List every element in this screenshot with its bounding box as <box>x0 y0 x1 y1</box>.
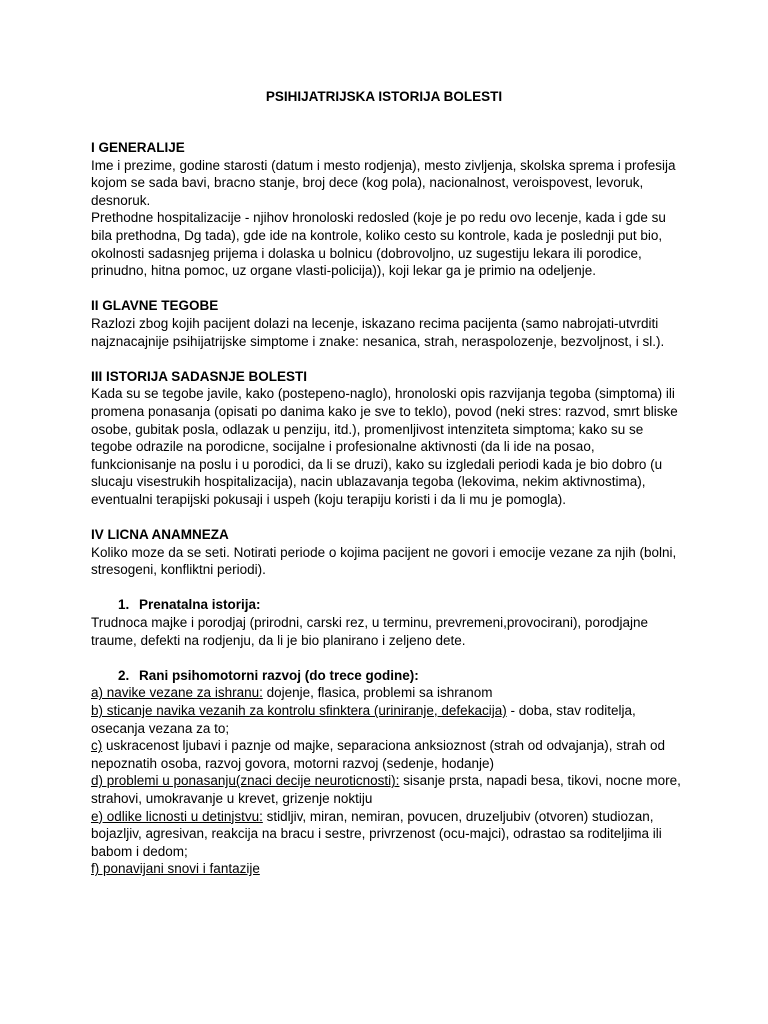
subsection-prenatalna-istorija <box>91 596 681 649</box>
section-licna-anamneza <box>91 526 681 579</box>
section-heading: II GLAVNE TEGOBE <box>91 298 219 314</box>
list-number: 1. <box>118 597 130 613</box>
item-label: b) sticanje navika vezanih za kontrolu sfinktera (uriniranje, defekacija) <box>91 703 507 718</box>
subsection-rani-psihomotorni-razvoj <box>91 667 681 878</box>
item-text: - doba, stav roditelja, osecanja vezana za to; <box>91 703 636 736</box>
subsection-heading <box>91 667 681 685</box>
subsection-heading-text: Prenatalna istorija: <box>139 597 261 613</box>
list-item-c <box>91 737 681 772</box>
item-text: dojenje, flasica, problemi sa ishranom <box>262 685 493 701</box>
item-label: a) navike vezane za ishranu: <box>91 685 263 701</box>
list-item-d <box>91 772 681 807</box>
item-text: stidljiv, miran, nemiran, povucen, druzeljubiv (otvoren) studiozan, bojazljiv, agresivan, reakcija na bracu i sestre, privrzenost (ocu-majci), odrastao sa roditeljima ili babom i dedom; <box>91 808 662 859</box>
list-item-b <box>91 702 681 737</box>
section-generalije <box>91 139 681 280</box>
subsection-heading <box>91 596 681 614</box>
section-heading: IV LICNA ANAMNEZA <box>91 527 229 543</box>
paragraph: Razlozi zbog kojih pacijent dolazi na lecenje, iskazano recima pacijenta (samo nabrojati-utvrditi najznacajnije psihijatrijske simptome i znake: nesanica, strah, neraspolozenje, bezvoljnost, i sl.). <box>91 315 665 349</box>
section-istorija-sadasnje-bolesti <box>91 368 681 509</box>
item-text: sisanje prsta, napadi besa, tikovi, nocne more, strahovi, umokravanje u krevet, grizenje noktiju <box>91 773 681 806</box>
section-heading: I GENERALIJE <box>91 140 185 155</box>
subsection-heading-text: Rani psihomotorni razvoj (do trece godine): <box>139 667 419 683</box>
item-label: f) ponavijani snovi i fantazije <box>91 861 260 877</box>
paragraph: Prethodne hospitalizacije - njihov hronoloski redosled (koje je po redu ovo lecenje, kada i gde su bila prethodna, Dg tada), gde ide na kontrole, koliko cesto su kontrole, kada je poslednji put bio, okolnosti sadasnjeg prijema i dolaska u bolnicu (dobrovoljno, uz sugestiju lekara ili porodice, prinudno, hitna pomoc, uz organe vlasti-policija)), koji lekar ga je primio na odeljenje. <box>91 210 666 279</box>
document-body <box>91 139 681 878</box>
item-label: c) <box>91 738 103 754</box>
paragraph: Koliko moze da se seti. Notirati periode o kojima pacijent ne govori i emocije vezane za njih (bolni, stresogeni, konfliktni periodi). <box>91 544 677 578</box>
list-item-a <box>91 684 681 702</box>
paragraph: Ime i prezime, godine starosti (datum i mesto rodjenja), mesto zivljenja, skolska sprema i profesija kojom se sada bavi, bracno stanje, broj dece (kog pola), nacionalnost, veroispovest, levoruk, desnoruk. <box>91 157 676 208</box>
section-heading: III ISTORIJA SADASNJE BOLESTI <box>91 368 308 384</box>
list-item-f <box>91 860 681 878</box>
list-item-e <box>91 808 681 861</box>
item-text: uskracenost ljubavi i paznje od majke, separaciona anksioznost (strah od odvajanja), strah od nepoznatih osoba, razvoj govora, motorni razvoj (sedenje, hodanje) <box>91 738 666 771</box>
document-title: PSIHIJATRIJSKA ISTORIJA BOLESTI <box>265 89 503 104</box>
item-label: e) odlike licnosti u detinjstvu: <box>91 808 263 824</box>
paragraph: Trudnoca majke i porodjaj (prirodni, carski rez, u terminu, prevremeni,provocirani), porodjajne traume, defekti na rodjenju, da li je bio planirano i zeljeno dete. <box>91 615 648 648</box>
item-label: d) problemi u ponasanju(znaci decije neuroticnosti): <box>91 773 400 789</box>
section-glavne-tegobe <box>91 297 681 350</box>
paragraph: Kada su se tegobe javile, kako (postepeno-naglo), hronoloski opis razvijanja tegoba (simptoma) ili promena ponasanja (opisati po danima kako je sve to teklo), povod (neki stres: razvod, smrt bliske osobe, gubitak posla, odlazak u penziju, itd.), promenljivost intenziteta simptoma; kako su se tegobe odrazile na porodicne, socijalne i profesionalne aktivnosti (da li ide na posao, funkcionisanje na poslu i u porodici, da li se druzi), kako su izgledali periodi kada je bio dobro (u slucaju visestrukih hospitalizacija), nacin ublazavanja tegoba (lekovima, nekim aktivnostima), eventualni terapijski pokusaji i uspeh (koju terapiju koristi i da li mu je pomogla). <box>91 386 678 507</box>
list-number: 2. <box>118 667 130 683</box>
